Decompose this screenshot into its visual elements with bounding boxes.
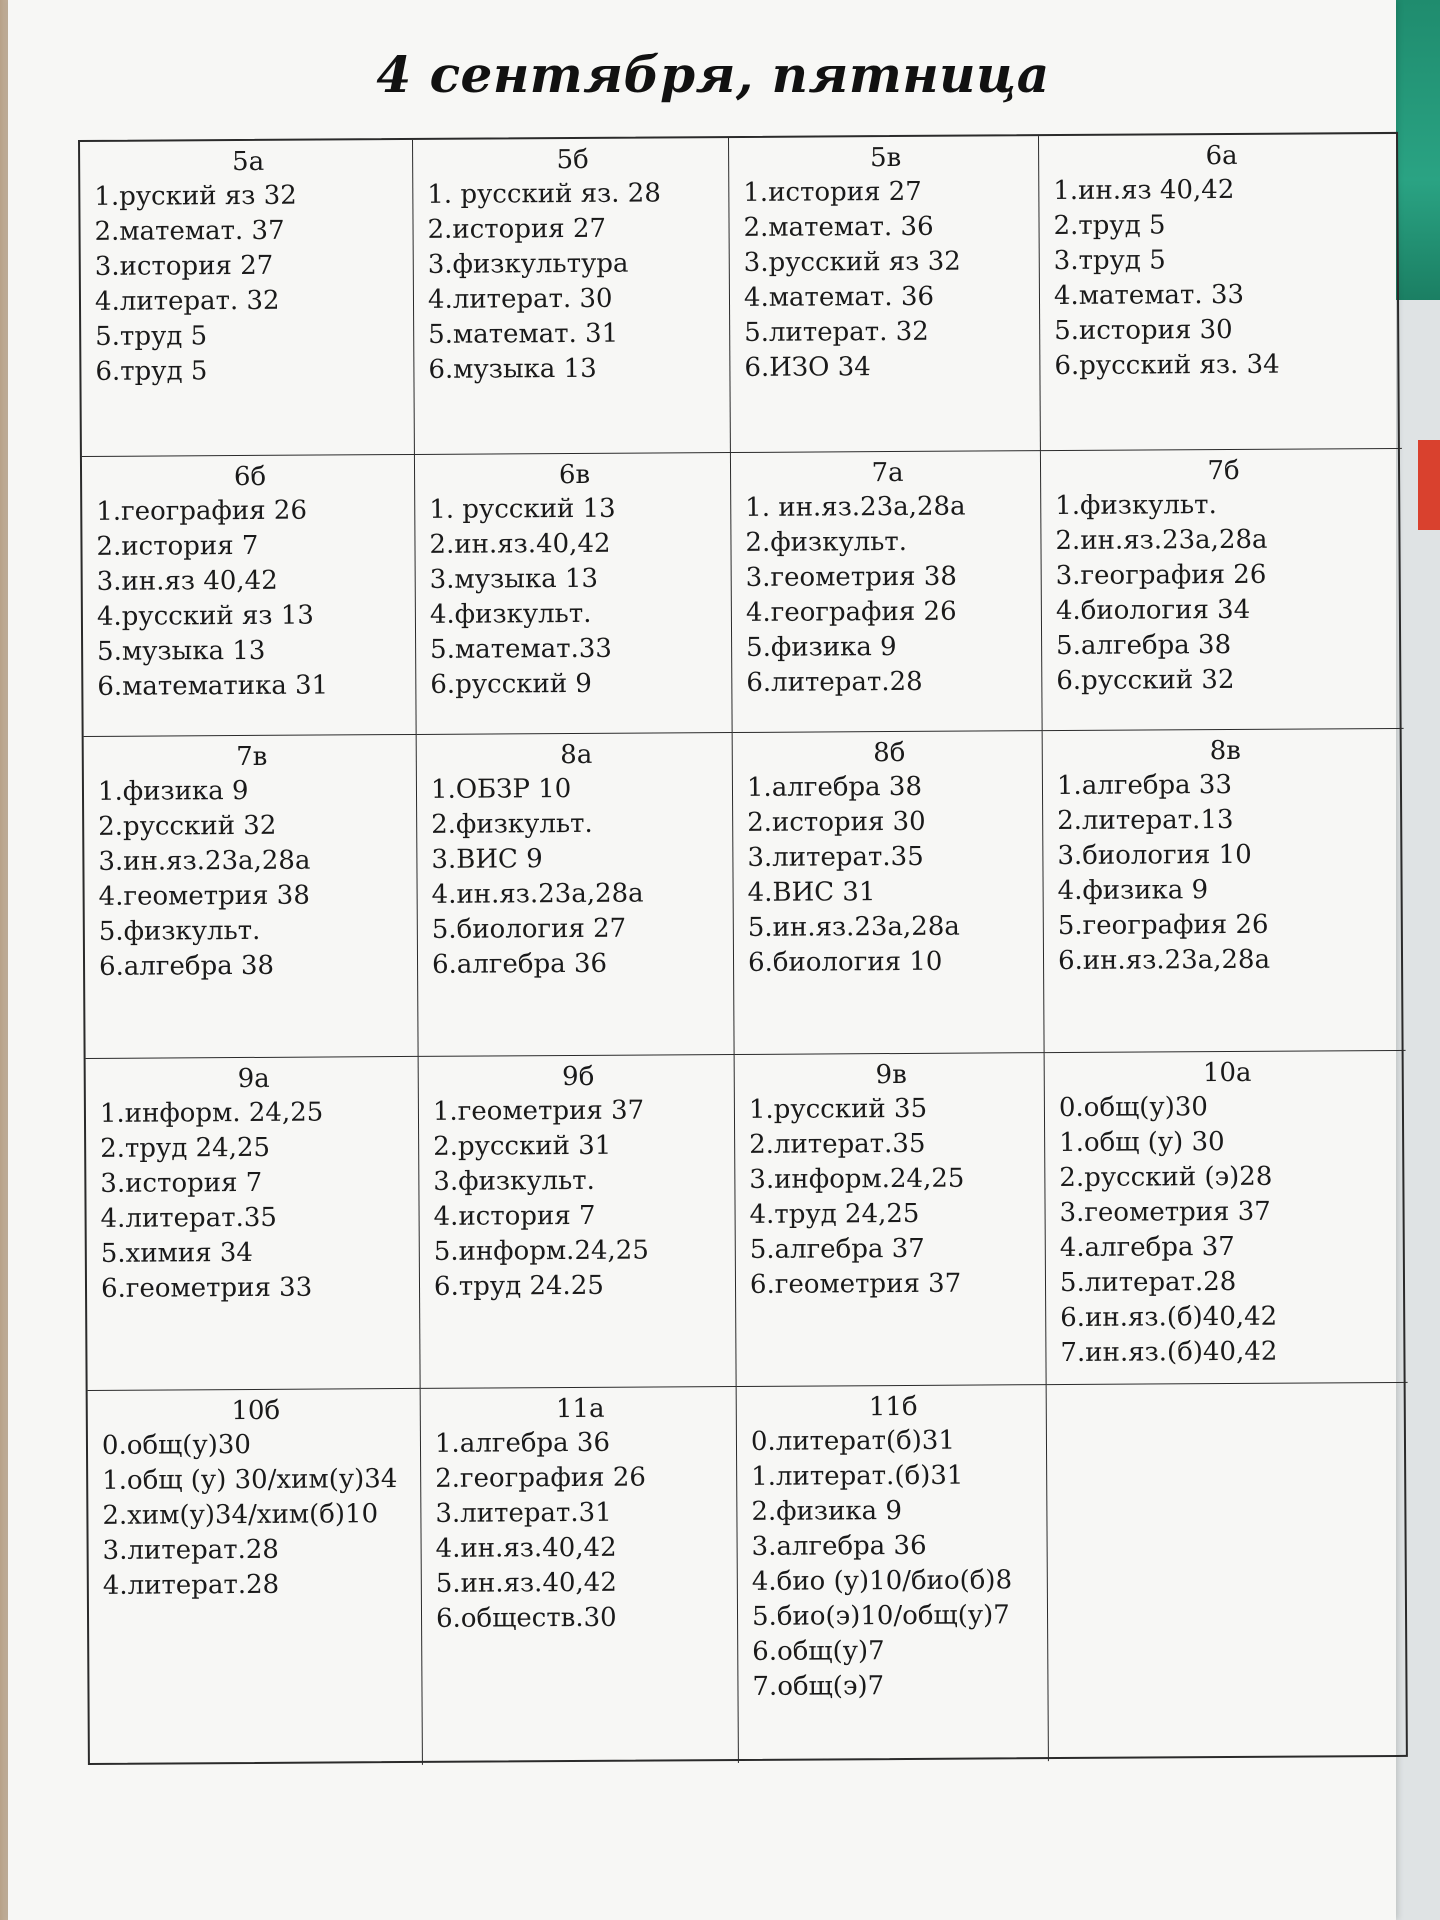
lesson-item: 1. русский 13: [429, 493, 616, 525]
lesson-item: 5.литерат. 32: [744, 316, 929, 348]
lesson-item: 5.труд 5: [95, 321, 208, 352]
class-name: 6б: [233, 461, 267, 493]
lesson-item: 2.труд 24,25: [100, 1132, 271, 1164]
lesson-item: 6.общ(у)7: [752, 1636, 885, 1667]
class-cell: [82, 455, 417, 737]
lesson-item: 1.информ. 24,25: [99, 1097, 324, 1129]
lesson-item: 5.биология 27: [431, 913, 627, 945]
lesson-item: 1.геометрия 37: [432, 1095, 645, 1127]
lesson-item: 1.общ (у) 30: [1059, 1127, 1225, 1159]
lesson-item: 3.литерат.28: [102, 1534, 280, 1566]
lesson-item: 4.ин.яз.40,42: [435, 1532, 617, 1564]
lesson-item: 3.история 27: [94, 250, 274, 282]
class-cell: [88, 1389, 423, 1767]
class-cell: [729, 136, 1041, 453]
class-cell: [731, 451, 1043, 733]
lesson-item: 5.ин.яз.23а,28а: [747, 911, 960, 943]
class-cell: [80, 140, 415, 457]
lesson-item: 5.алгебра 38: [1056, 629, 1232, 662]
lesson-item: 4.география 26: [745, 596, 957, 628]
class-cell: [1047, 1383, 1410, 1761]
lesson-item: 3.история 7: [100, 1167, 263, 1199]
lesson-item: 5.физкульт.: [98, 915, 261, 947]
lesson-item: 3.литерат.35: [747, 841, 924, 873]
lesson-item: 2.математ. 36: [743, 211, 934, 243]
lesson-item: 6.алгебра 36: [431, 948, 608, 980]
lesson-item: 1.физкульт.: [1055, 490, 1217, 522]
class-name: 10б: [231, 1395, 281, 1427]
lesson-item: 2.литерат.13: [1057, 804, 1234, 837]
lesson-item: 3.ин.яз 40,42: [96, 565, 278, 597]
lesson-item: 2.физкульт.: [431, 808, 593, 840]
lesson-item: 2.ин.яз.40,42: [429, 528, 611, 560]
schedule-table: [78, 132, 1408, 1765]
lesson-item: 2.математ. 37: [94, 215, 285, 247]
class-cell: [1045, 1051, 1408, 1385]
lesson-item: 6.геометрия 37: [749, 1268, 962, 1300]
lesson-item: 5.музыка 13: [97, 635, 266, 667]
class-cell: [735, 1053, 1047, 1387]
lesson-item: 1.алгебра 33: [1056, 769, 1233, 802]
lesson-item: 2.история 27: [427, 213, 607, 245]
lesson-item: 1.русский 35: [748, 1093, 928, 1125]
lesson-item: 4.литерат.28: [102, 1569, 280, 1601]
class-name: 7а: [871, 457, 904, 489]
lesson-item: 4.литерат.35: [100, 1202, 277, 1234]
lesson-item: 3.география 26: [1055, 559, 1267, 592]
lesson-item: 6.ин.яз.23а,28а: [1057, 944, 1271, 977]
lesson-item: 2.география 26: [435, 1462, 646, 1494]
class-cell: [421, 1387, 739, 1765]
lesson-item: 6.музыка 13: [428, 353, 597, 385]
class-name: 11б: [868, 1391, 918, 1423]
lesson-item: 6.алгебра 38: [98, 950, 275, 982]
lesson-item: 3.физкульт.: [433, 1165, 596, 1197]
lesson-item: 1. русский яз. 28: [427, 178, 661, 210]
class-cell: [1039, 134, 1402, 451]
lesson-item: 6.геометрия 33: [100, 1272, 313, 1304]
lesson-item: 1.литерат.(б)31: [751, 1460, 964, 1492]
class-name: 7в: [236, 741, 268, 773]
class-cell: [419, 1055, 737, 1389]
lesson-item: 5.информ.24,25: [433, 1235, 649, 1267]
class-name: 10а: [1202, 1057, 1252, 1089]
lesson-item: 5.химия 34: [100, 1237, 254, 1269]
lesson-item: 1.руский яз 32: [94, 180, 297, 212]
lesson-item: 7.ин.яз.(б)40,42: [1060, 1336, 1278, 1369]
lesson-item: 4.история 7: [433, 1200, 596, 1232]
class-name: 5б: [556, 144, 589, 176]
lesson-item: 7.общ(э)7: [752, 1671, 885, 1702]
class-name: 5а: [232, 146, 265, 178]
class-name: 9б: [562, 1061, 595, 1093]
class-name: 6в: [558, 459, 591, 491]
lesson-item: 4.био (у)10/био(б)8: [751, 1565, 1013, 1597]
class-name: 11а: [555, 1393, 605, 1425]
lesson-item: 4.математ. 33: [1053, 279, 1245, 312]
lesson-item: 6.русский яз. 34: [1054, 349, 1280, 382]
lesson-item: 2.русский (э)28: [1059, 1161, 1273, 1194]
lesson-item: 4.физкульт.: [429, 598, 592, 630]
lesson-item: 6.математика 31: [97, 670, 329, 702]
lesson-item: 1. ин.яз.23а,28а: [745, 491, 966, 523]
lesson-item: 6.литерат.28: [746, 666, 923, 698]
lesson-item: 1.физика 9: [97, 775, 249, 807]
class-name: [1061, 1389, 1398, 1391]
lesson-item: 6.ИЗО 34: [744, 352, 871, 383]
class-name: 8в: [1209, 735, 1241, 767]
lesson-item: 4.биология 34: [1055, 594, 1251, 627]
schedule-sheet: [8, 0, 1396, 1920]
class-name: 9в: [875, 1059, 907, 1091]
class-name: 7б: [1207, 455, 1240, 487]
lesson-item: 3.геометрия 38: [745, 561, 957, 593]
lesson-item: 6.ин.яз.(б)40,42: [1060, 1301, 1278, 1334]
lesson-item: 5.литерат.28: [1059, 1266, 1237, 1299]
lesson-item: 2.физика 9: [751, 1495, 903, 1527]
lesson-item: 3.музыка 13: [429, 563, 599, 595]
class-cell: [413, 138, 731, 455]
lesson-item: 1.ОБЗР 10: [430, 773, 572, 805]
class-cell: [86, 1057, 421, 1391]
lesson-item: 5.история 30: [1054, 314, 1233, 347]
lesson-item: 6.русский 32: [1056, 664, 1235, 697]
lesson-item: 2.хим(у)34/хим(б)10: [102, 1499, 379, 1531]
class-cell: [84, 735, 419, 1059]
lesson-item: 3.геометрия 37: [1059, 1196, 1271, 1229]
lesson-item: 3.русский яз 32: [743, 246, 961, 278]
lesson-item: 1.общ (у) 30/хим(у)34: [102, 1464, 398, 1496]
lesson-item: 5.география 26: [1057, 909, 1269, 942]
lesson-item: 4.алгебра 37: [1059, 1231, 1235, 1264]
lesson-item: 2.литерат.35: [749, 1128, 926, 1160]
lesson-item: 4.труд 24,25: [749, 1198, 920, 1230]
lesson-item: 4.ВИС 31: [747, 877, 876, 908]
lesson-item: 4.математ. 36: [743, 281, 935, 313]
lesson-item: 4.литерат. 30: [427, 283, 613, 315]
lesson-item: 4.физика 9: [1057, 875, 1209, 907]
lesson-item: 4.литерат. 32: [94, 285, 280, 317]
background-red-sign: [1418, 440, 1440, 530]
class-cell: [1041, 449, 1404, 731]
lesson-item: 1.ин.яз 40,42: [1053, 174, 1235, 207]
lesson-item: 2.физкульт.: [745, 526, 908, 558]
lesson-item: 6.труд 5: [95, 356, 208, 387]
lesson-item: 1.география 26: [96, 495, 308, 527]
lesson-item: 3.алгебра 36: [751, 1530, 927, 1562]
lesson-item: 3.информ.24,25: [749, 1163, 965, 1195]
lesson-item: 3.труд 5: [1053, 245, 1166, 277]
class-name: 5в: [869, 142, 902, 174]
class-cell: [733, 731, 1045, 1055]
lesson-item: 2.ин.яз.23а,28а: [1055, 524, 1268, 557]
lesson-item: 3.физкультура: [427, 248, 629, 280]
lesson-item: 4.геометрия 38: [98, 880, 310, 912]
class-name: 6а: [1205, 140, 1238, 172]
lesson-item: 4.ин.яз.23а,28а: [431, 878, 644, 910]
lesson-item: 0.общ(у)30: [1058, 1092, 1208, 1124]
lesson-item: 2.труд 5: [1053, 210, 1166, 242]
lesson-item: 1.алгебра 38: [746, 771, 923, 803]
class-cell: [415, 453, 733, 735]
class-cell: [1043, 729, 1406, 1053]
lesson-item: 5.био(э)10/общ(у)7: [751, 1600, 1010, 1632]
lesson-item: 6.русский 9: [430, 668, 593, 700]
lesson-item: 5.математ. 31: [428, 318, 619, 350]
class-cell: [417, 733, 735, 1057]
lesson-item: 5.ин.яз.40,42: [435, 1567, 617, 1599]
lesson-item: 4.русский яз 13: [96, 600, 314, 632]
lesson-item: 0.общ(у)30: [101, 1429, 252, 1461]
lesson-item: 0.литерат(б)31: [750, 1425, 956, 1457]
lesson-item: 5.алгебра 37: [749, 1233, 925, 1265]
class-name: 8б: [873, 737, 906, 769]
lesson-item: 2.русский 31: [433, 1130, 612, 1162]
lesson-item: 5.математ.33: [430, 633, 612, 665]
class-cell: [737, 1385, 1049, 1763]
lesson-item: 5.физика 9: [746, 632, 897, 663]
lesson-item: 3.ин.яз.23а,28а: [98, 845, 311, 877]
lesson-item: 2.русский 32: [98, 810, 277, 842]
lesson-item: 3.биология 10: [1057, 839, 1252, 872]
lesson-item: 6.биология 10: [747, 946, 943, 978]
class-name: 8а: [560, 739, 593, 771]
lesson-item: 1.алгебра 36: [434, 1427, 611, 1459]
lesson-item: 3.ВИС 9: [431, 844, 543, 875]
page-title: 4 сентября, пятница: [376, 45, 1050, 104]
class-name: 9а: [237, 1063, 270, 1095]
lesson-item: 2.история 7: [96, 530, 259, 562]
lesson-item: 6.обществ.30: [435, 1602, 617, 1634]
lesson-item: 6.труд 24.25: [433, 1270, 604, 1302]
lesson-item: 3.литерат.31: [435, 1497, 612, 1529]
lesson-item: 1.история 27: [743, 176, 922, 208]
lesson-item: 2.история 30: [747, 806, 926, 838]
